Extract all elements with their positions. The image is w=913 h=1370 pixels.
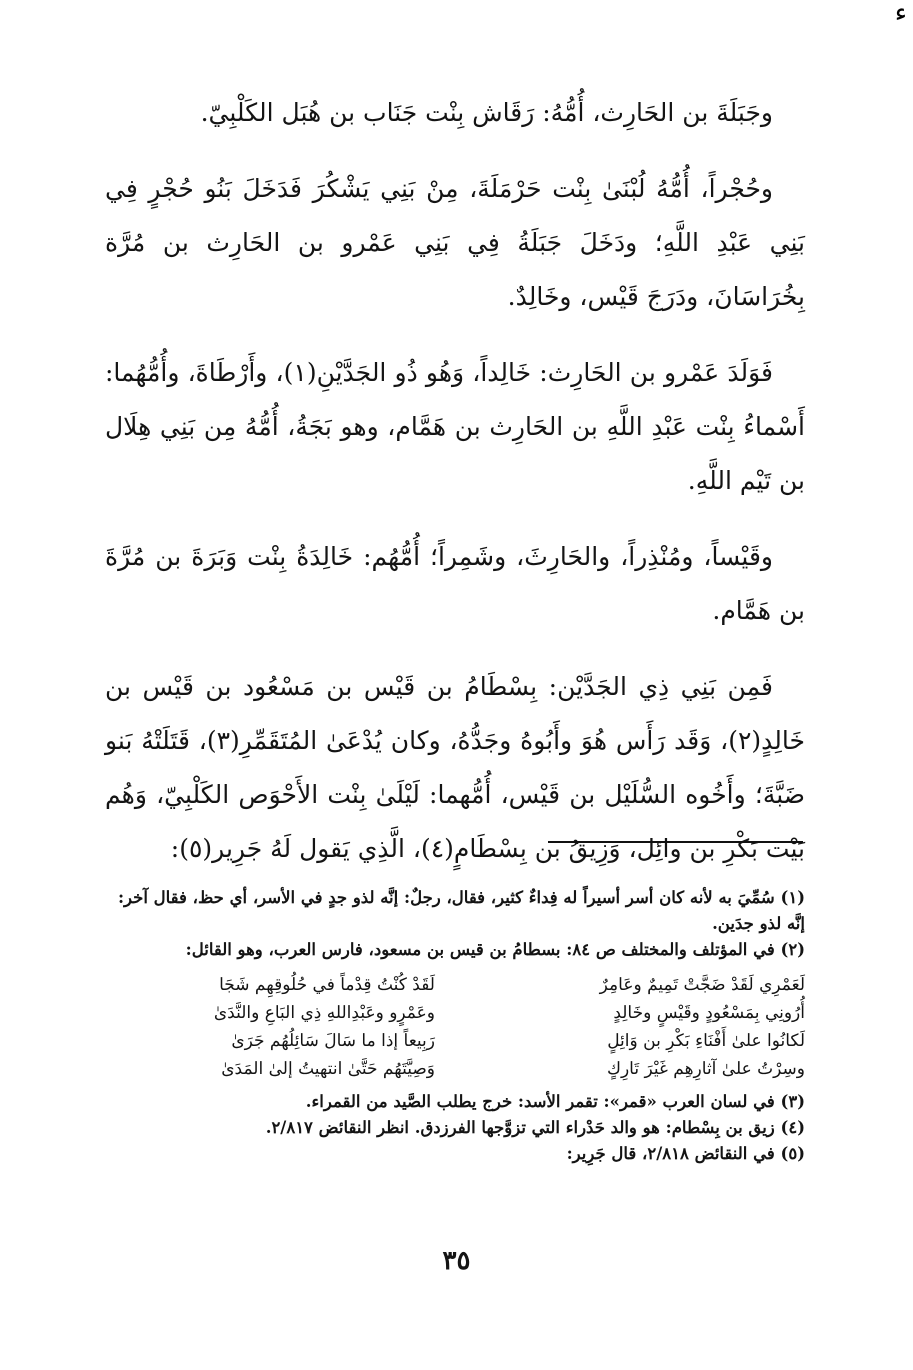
page-number: ٣٥: [442, 1246, 471, 1276]
footnote-poem: [105, 971, 805, 1083]
main-text: [105, 86, 805, 898]
poem-verse: [105, 999, 805, 1027]
footnote-2: (٢) في المؤتلف والمختلف ص ٨٤: بسطامُ بن قيس بن مسعود، فارس العرب، وهو القائل:: [185, 940, 805, 959]
footnote-1: (١) سُمِّيَ به لأنه كان أسر أسيراً له فِداءٌ كثير، فقال، رجلٌ: إنَّه لذو جدٍ في الأسر، أي حظ، فقال آخر: إنَّه لذو جدَين.: [117, 888, 805, 933]
paragraph-3: فَوَلَدَ عَمْرو بن الحَارِث: خَالِداً، وَهُو ذُو الجَدَّيْنِ(١)، وأَرْطَاةَ، وأُمُّهُما: أَسْماءُ بِنْت عَبْدِ اللَّهِ بن الحَارِث بن هَمَّام، وهو بَجَةُ، أُمُّهُ مِن بَنِي هِلَال بن تَيْم اللَّهِ.: [105, 358, 805, 495]
verse-second-hemistich: رَبِيعاً إذا ما سَالَ سَائِلُهُم جَرَىٰ: [231, 1031, 435, 1051]
paragraph-5: فَمِن بَنِي ذِي الجَدَّيْن: بِسْطَامُ بن قَيْس بن مَسْعُود بن قَيْس بن خَالِدٍ(٢)، وَقَد رَأَس هُوَ وأَبُوهُ وجَدُّهُ، وكان يُدْعَىٰ المُتَقَمِّرِ(٣)، قَتَلَتْهُ بَنو ضَبَّةَ؛ وأَخُوه السُّلَيْل بن قَيْس، أُمُّهما: لَيْلَىٰ بِنْت الأَحْوَص الكَلْبِيّ، وَهُم بَيْت بَكْرِ بن وائِل، وَزِيقُ بن بِسْطَامٍ(٤)، الَّذِي يَقول لَهُ جَرِير(٥):: [105, 672, 805, 863]
poem-verse: [105, 1055, 805, 1083]
poem-verse: [105, 971, 805, 999]
footnote-4: (٤) زيق بن بِسْطام: هو والد حَدْراء التي تزوَّجها الفرزدق. انظر النقائض ٢/٨١٧.: [265, 1118, 805, 1137]
paragraph-1: وجَبَلَةَ بن الحَارِث، أُمُّهُ: رَقَاش بِنْت جَنَاب بن هُبَل الكَلْبِيّ.: [200, 98, 773, 127]
paragraph-2: وحُجْراً، أُمُّهُ لُبْنَىٰ بِنْت حَرْمَلَةَ، مِنْ بَنِي يَشْكُرَ فَدَخَلَ بَنُو حُجْرٍ فِي بَنِي عَبْدِ اللَّهِ؛ ودَخَلَ جَبَلَةُ فِي بَنِي عَمْرو بن الحَارِث بن مُرَّة بِخُرَاسَانَ، ودَرَجَ قَيْس، وخَالِدٌ.: [105, 174, 805, 311]
verse-first-hemistich: وسِرْتُ علىٰ آثارِهِم غَيْرَ تَارِكٍ: [606, 1059, 805, 1079]
corner-mark: ء: [894, 0, 907, 28]
poem-verse: [105, 1027, 805, 1055]
verse-second-hemistich: وعَمْرٍو وعَبْدِاللهِ ذِي البَاعِ والنَّدَىٰ: [213, 1003, 435, 1023]
footnotes: [105, 885, 805, 1167]
footnote-3: (٣) في لسان العرب «قمر»: تقمر الأسد: خرج يطلب الصَّيد من القمراء.: [305, 1092, 805, 1111]
verse-first-hemistich: لَعَمْرِي لَقَدْ ضَجَّتْ تَمِيمٌ وعَامِرٌ: [599, 975, 805, 995]
verse-first-hemistich: لَكانُوا علىٰ أَفْنَاءِ بَكْرِ بن وَائِلٍ: [607, 1031, 805, 1051]
footnote-5: (٥) في النقائض ٢/٨١٨، قال جَرِير:: [566, 1144, 805, 1163]
verse-second-hemistich: لَقَدْ كُنْتُ قِدْماً في حُلُوقِهِم شَجَا: [219, 975, 435, 995]
verse-second-hemistich: وَصِيَّتَهُم حَتَّىٰ انتهيتُ إلىٰ المَدَىٰ: [221, 1059, 435, 1079]
paragraph-4: وقَيْساً، ومُنْذِراً، والحَارِثَ، وشَمِراً؛ أُمُّهُم: خَالِدَةُ بِنْت وَبَرَةَ بن مُرَّةَ بن هَمَّام.: [105, 542, 805, 625]
verse-first-hemistich: أُرُونِي بِمَسْعُودٍ وقَيْسٍ وخَالِدٍ: [613, 1003, 805, 1023]
footnote-separator: [548, 841, 803, 843]
